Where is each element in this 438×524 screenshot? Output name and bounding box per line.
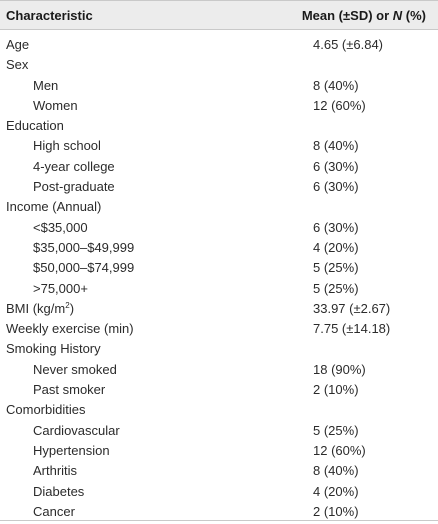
header-mean-sd-n bbox=[302, 8, 426, 23]
table-row bbox=[0, 136, 438, 156]
header-right-prefix: Mean (±SD) or bbox=[301, 8, 393, 23]
row-label: Never smoked bbox=[33, 361, 117, 377]
row-label: Smoking History bbox=[6, 341, 101, 357]
row-label: Diabetes bbox=[33, 483, 85, 499]
row-value: 6 (30%) bbox=[313, 158, 359, 174]
row-value: 5 (25%) bbox=[313, 260, 359, 276]
row-label: $50,000–$74,999 bbox=[33, 260, 135, 276]
bmi-label-superscript: 2 bbox=[65, 300, 70, 310]
row-value: 18 (90%) bbox=[313, 361, 366, 377]
row-value: 33.97 (±2.67) bbox=[313, 300, 391, 316]
row-label: Men bbox=[33, 77, 59, 93]
row-label: Comorbidities bbox=[6, 402, 86, 418]
row-label: Weekly exercise (min) bbox=[6, 321, 134, 337]
table-body bbox=[0, 35, 438, 522]
row-label: <$35,000 bbox=[33, 219, 88, 235]
row-label: Cardiovascular bbox=[33, 422, 120, 438]
row-label: Age bbox=[6, 37, 30, 52]
table-header bbox=[0, 0, 438, 30]
table-row bbox=[0, 339, 438, 359]
row-value: 4.65 (±6.84) bbox=[313, 37, 384, 52]
row-value: 4 (20%) bbox=[313, 239, 359, 255]
table-row bbox=[0, 299, 438, 319]
row-value: 5 (25%) bbox=[313, 280, 359, 296]
table-row bbox=[0, 441, 438, 461]
row-label bbox=[6, 299, 74, 319]
row-label: Education bbox=[6, 118, 64, 134]
row-value: 5 (25%) bbox=[313, 422, 359, 438]
table-row bbox=[0, 360, 438, 380]
row-label: $35,000–$49,999 bbox=[33, 239, 135, 255]
table-row bbox=[0, 258, 438, 278]
table-bottom-rule bbox=[0, 520, 438, 521]
header-right-italic: N bbox=[392, 8, 403, 23]
row-label: Past smoker bbox=[33, 382, 106, 398]
table-row bbox=[0, 177, 438, 197]
row-label: >75,000+ bbox=[33, 280, 88, 296]
bmi-label-suffix: ) bbox=[69, 300, 75, 316]
table-row bbox=[0, 380, 438, 400]
table-row bbox=[0, 400, 438, 420]
table-row bbox=[0, 482, 438, 502]
header-characteristic: Characteristic bbox=[6, 8, 93, 23]
row-label: Women bbox=[33, 97, 78, 113]
table-row bbox=[0, 197, 438, 217]
row-value: 8 (40%) bbox=[313, 77, 359, 93]
table-row bbox=[0, 55, 438, 75]
table-row bbox=[0, 96, 438, 116]
row-label: Sex bbox=[6, 57, 29, 73]
row-label: Hypertension bbox=[33, 442, 110, 458]
row-label: Post-graduate bbox=[33, 179, 115, 195]
row-value: 2 (10%) bbox=[313, 503, 359, 519]
row-value: 7.75 (±14.18) bbox=[313, 321, 391, 337]
row-value: 12 (60%) bbox=[313, 97, 366, 113]
table-row bbox=[0, 116, 438, 136]
row-value: 6 (30%) bbox=[313, 219, 359, 235]
row-label: Cancer bbox=[33, 503, 75, 519]
table-row bbox=[0, 35, 438, 55]
row-label: Income (Annual) bbox=[6, 199, 102, 215]
row-value: 6 (30%) bbox=[313, 179, 359, 195]
row-value: 12 (60%) bbox=[313, 442, 366, 458]
row-label: High school bbox=[33, 138, 101, 154]
header-right-suffix: (%) bbox=[402, 8, 426, 23]
row-label: 4-year college bbox=[33, 158, 115, 174]
table-row bbox=[0, 421, 438, 441]
table-row bbox=[0, 279, 438, 299]
row-value: 8 (40%) bbox=[313, 138, 359, 154]
table-row bbox=[0, 238, 438, 258]
table-row bbox=[0, 76, 438, 96]
table-row bbox=[0, 157, 438, 177]
table-row bbox=[0, 461, 438, 481]
row-value: 4 (20%) bbox=[313, 483, 359, 499]
table-row bbox=[0, 319, 438, 339]
row-value: 8 (40%) bbox=[313, 463, 359, 479]
table-row bbox=[0, 218, 438, 238]
row-value: 2 (10%) bbox=[313, 382, 359, 398]
row-label: Arthritis bbox=[33, 463, 78, 479]
bmi-label-text: BMI (kg/m bbox=[6, 300, 66, 316]
